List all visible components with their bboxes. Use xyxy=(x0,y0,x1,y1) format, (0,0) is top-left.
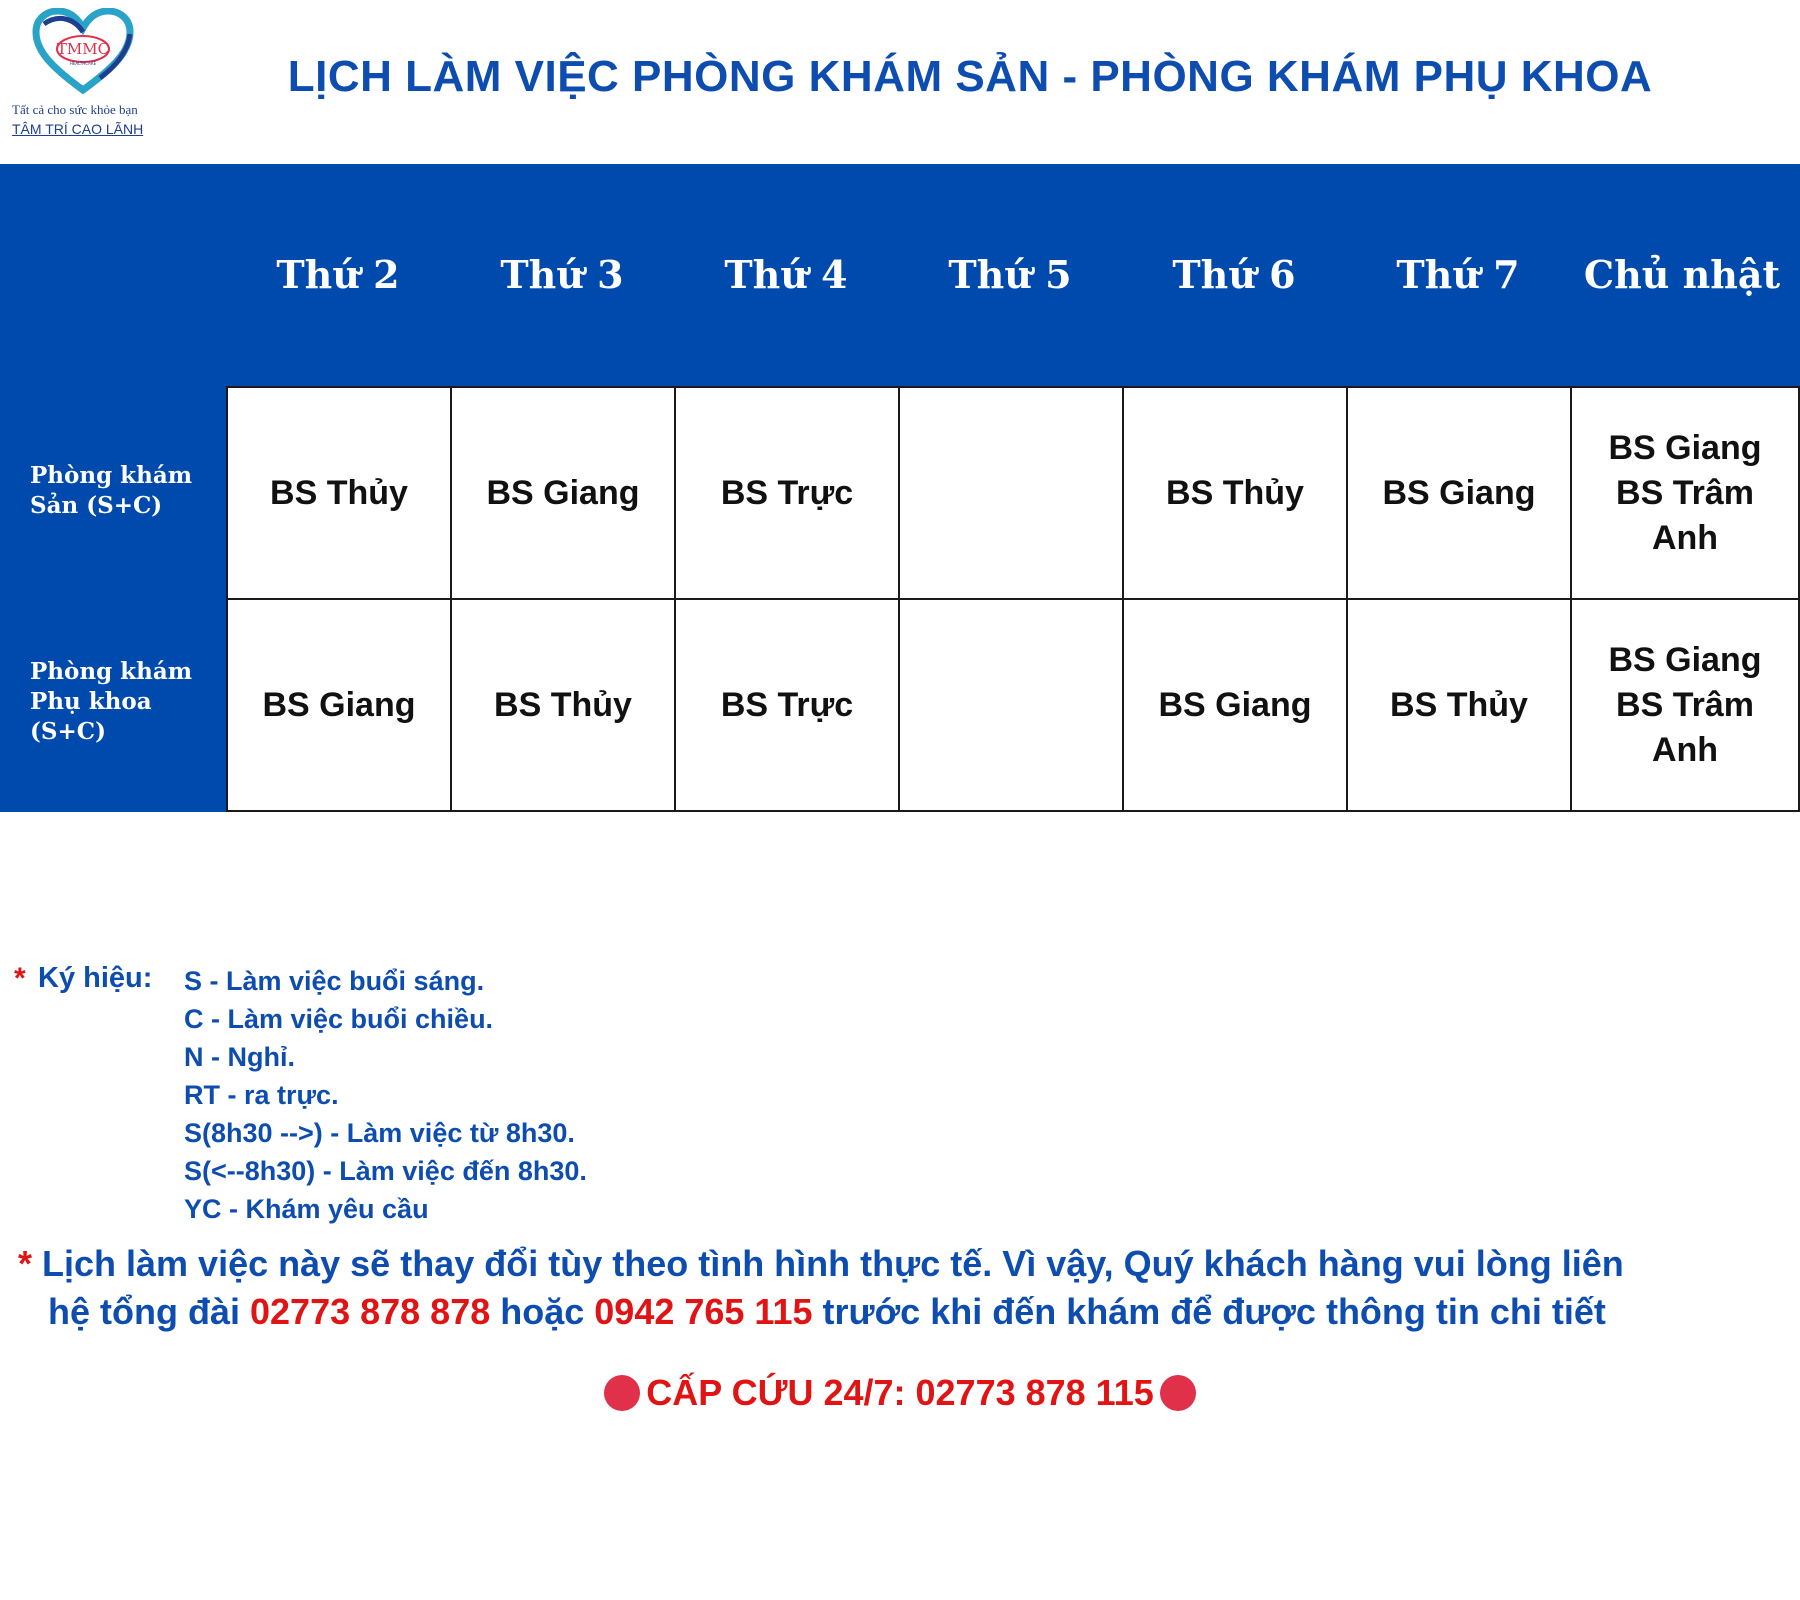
schedule-cell: BS Giang xyxy=(450,386,676,600)
legend-item: S(<--8h30) - Làm việc đến 8h30. xyxy=(184,1156,587,1186)
row-label-line: Sản (S+C) xyxy=(30,492,163,519)
row-label-line: Phòng khám xyxy=(30,658,193,685)
notice-suffix: trước khi đến khám để được thông tin chi tiết xyxy=(812,1291,1606,1332)
logo-mark-subtext: HEALTHCARE xyxy=(69,61,97,66)
schedule-cell: BS Giang xyxy=(1346,386,1572,600)
page-title: LỊCH LÀM VIỆC PHÒNG KHÁM SẢN - PHÒNG KHÁM PHỤ KHOA xyxy=(287,52,1653,101)
schedule-cell: BS Giang BS Trâm Anh xyxy=(1570,386,1800,600)
schedule-cell: BS Trực xyxy=(674,386,900,600)
emergency-hotline[interactable]: CẤP CỨU 24/7: 02773 878 115 xyxy=(646,1372,1154,1413)
legend-item: N - Nghỉ. xyxy=(184,1042,295,1072)
legend-marker: * xyxy=(14,962,26,995)
legend-item: S - Làm việc buổi sáng. xyxy=(184,966,485,996)
schedule-cell: BS Thủy xyxy=(226,386,452,600)
day-header-fri: Thứ 6 xyxy=(1172,252,1296,297)
notice-connector: hoặc xyxy=(490,1291,595,1332)
notice-line-2-prefix: hệ tổng đài xyxy=(48,1291,250,1332)
schedule-cell: BS Thủy xyxy=(1346,598,1572,812)
hotline-phone[interactable]: 02773 878 878 xyxy=(250,1291,491,1332)
row-label-line: Phụ khoa xyxy=(30,688,152,715)
schedule-cell: BS Giang xyxy=(226,598,452,812)
red-circle-icon xyxy=(1160,1375,1196,1411)
schedule-cell: BS Thủy xyxy=(450,598,676,812)
day-header-sat: Thứ 7 xyxy=(1396,252,1520,297)
logo-mark-text: TMMC xyxy=(56,40,110,58)
red-circle-icon xyxy=(604,1375,640,1411)
schedule-notice xyxy=(18,1240,1788,1336)
hospital-logo xyxy=(8,8,158,143)
row-label-line: Phòng khám xyxy=(30,462,193,489)
schedule-cell: BS Trực xyxy=(674,598,900,812)
legend-item: C - Làm việc buổi chiều. xyxy=(184,1004,494,1034)
legend-item: YC - Khám yêu cầu xyxy=(184,1194,429,1224)
day-header-thu: Thứ 5 xyxy=(948,252,1072,297)
logo-hospital-name: TÂM TRÍ CAO LÃNH xyxy=(12,121,144,137)
schedule-cell: BS Giang BS Trâm Anh xyxy=(1570,598,1800,812)
notice-marker: * xyxy=(18,1243,33,1284)
emergency-line xyxy=(0,1372,1800,1414)
legend-title: Ký hiệu: xyxy=(38,962,153,994)
schedule-cell xyxy=(898,386,1124,600)
logo-tagline: Tất cả cho sức khỏe bạn xyxy=(12,102,138,117)
heart-logo-icon xyxy=(30,8,136,96)
schedule-cell: BS Giang xyxy=(1122,598,1348,812)
day-header-mon: Thứ 2 xyxy=(276,252,400,297)
day-header-wed: Thứ 4 xyxy=(724,252,848,297)
row-label-gynecology xyxy=(30,657,192,747)
row-label-column xyxy=(0,386,228,812)
row-label-obstetrics xyxy=(30,461,192,521)
legend-item: RT - ra trực. xyxy=(184,1080,339,1110)
row-label-line: (S+C) xyxy=(30,718,106,745)
notice-line-1: Lịch làm việc này sẽ thay đổi tùy theo tình hình thực tế. Vì vậy, Quý khách hàng vui lòng liên xyxy=(32,1243,1624,1284)
mobile-phone[interactable]: 0942 765 115 xyxy=(594,1291,813,1332)
legend-item: S(8h30 -->) - Làm việc từ 8h30. xyxy=(184,1118,575,1148)
day-header-sun: Chủ nhật xyxy=(1583,252,1781,297)
day-header-tue: Thứ 3 xyxy=(500,252,624,297)
schedule-cell: BS Thủy xyxy=(1122,386,1348,600)
schedule-cell xyxy=(898,598,1124,812)
legend-list xyxy=(184,962,587,1228)
